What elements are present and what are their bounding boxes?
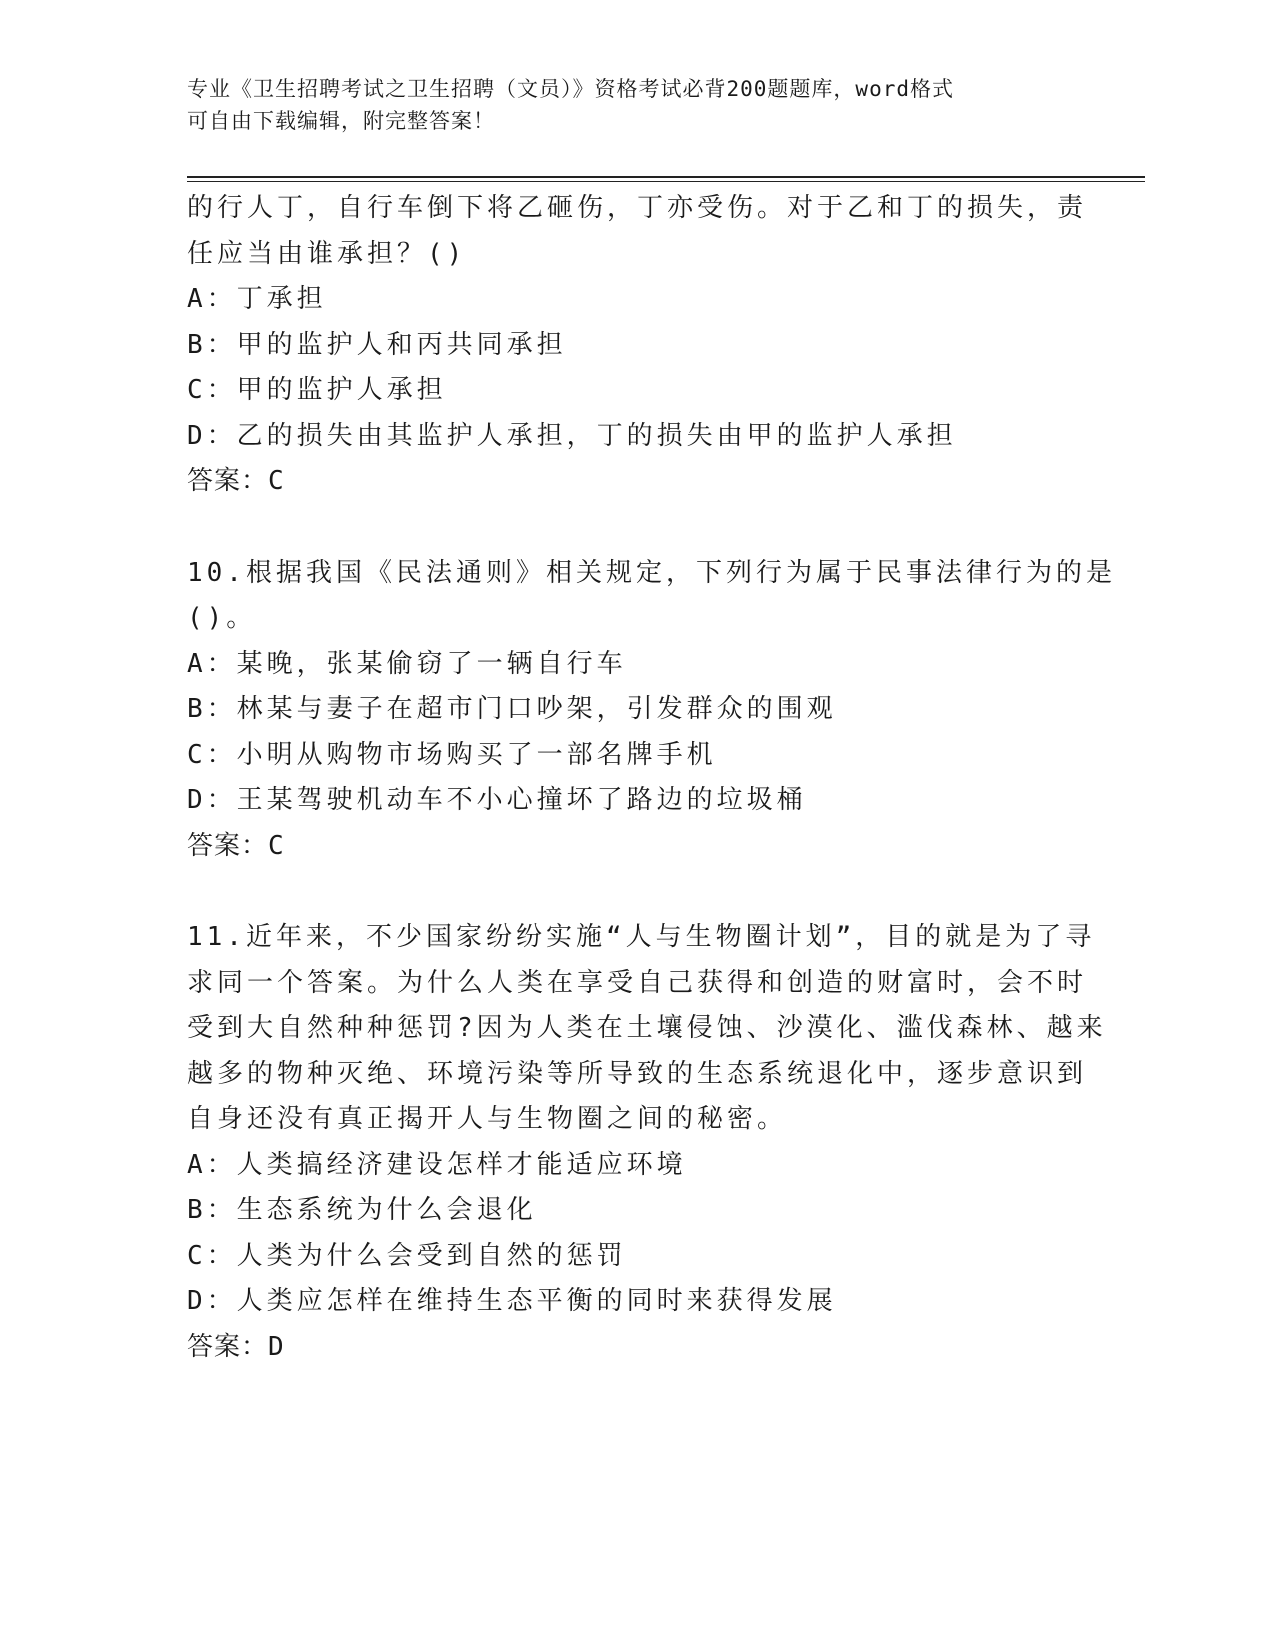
question-stem-line: 越多的物种灭绝、环境污染等所导致的生态系统退化中，逐步意识到 bbox=[187, 1058, 1088, 1089]
header-title-line-1: 专业《卫生招聘考试之卫生招聘（文员）》资格考试必背200题题库，word格式 bbox=[187, 77, 954, 101]
document-header bbox=[187, 73, 1067, 137]
answer-line bbox=[187, 824, 1087, 870]
option-a: A：丁承担 bbox=[187, 284, 327, 314]
question-9 bbox=[187, 186, 1087, 505]
option-d: D：王某驾驶机动车不小心撞坏了路边的垃圾桶 bbox=[187, 785, 807, 815]
question-stem-line: 受到大自然种种惩罚?因为人类在土壤侵蚀、沙漠化、滥伐森林、越来 bbox=[187, 1013, 1107, 1043]
option-b: B：生态系统为什么会退化 bbox=[187, 1195, 537, 1225]
answer-label: 答案： bbox=[187, 830, 269, 861]
option-d: D：人类应怎样在维持生态平衡的同时来获得发展 bbox=[187, 1286, 837, 1316]
question-stem-line: 任应当由谁承担？() bbox=[187, 238, 467, 269]
option-a: A：人类搞经济建设怎样才能适应环境 bbox=[187, 1149, 687, 1180]
question-stem-line: ()。 bbox=[187, 603, 257, 633]
header-divider-thin bbox=[187, 181, 1145, 182]
spacer bbox=[187, 869, 1087, 915]
spacer bbox=[187, 505, 1087, 551]
option-a: A：某晚，张某偷窃了一辆自行车 bbox=[187, 648, 627, 679]
question-list bbox=[187, 186, 1116, 1370]
question-stem-line: 10.根据我国《民法通则》相关规定，下列行为属于民事法律行为的是 bbox=[187, 557, 1116, 588]
question-stem-line: 自身还没有真正揭开人与生物圈之间的秘密。 bbox=[187, 1104, 788, 1134]
header-title-line-2: 可自由下载编辑，附完整答案！ bbox=[187, 109, 495, 133]
answer-value: C bbox=[268, 466, 285, 496]
question-stem-line: 的行人丁，自行车倒下将乙砸伤，丁亦受伤。对于乙和丁的损失，责 bbox=[187, 193, 1088, 223]
question-10 bbox=[187, 551, 1116, 870]
answer-value: D bbox=[268, 1331, 285, 1362]
answer-value: C bbox=[268, 830, 285, 861]
option-b: B：林某与妻子在超市门口吵架，引发群众的围观 bbox=[187, 694, 837, 724]
option-d: D：乙的损失由其监护人承担，丁的损失由甲的监护人承担 bbox=[187, 420, 957, 451]
question-stem-line: 11.近年来，不少国家纷纷实施“人与生物圈计划”，目的就是为了寻 bbox=[187, 922, 1096, 952]
question-11 bbox=[187, 915, 1107, 1370]
option-b: B：甲的监护人和丙共同承担 bbox=[187, 329, 567, 360]
option-c: C：小明从购物市场购买了一部名牌手机 bbox=[187, 739, 717, 770]
answer-line bbox=[187, 459, 1087, 505]
option-c: C：甲的监护人承担 bbox=[187, 375, 447, 405]
option-c: C：人类为什么会受到自然的惩罚 bbox=[187, 1240, 627, 1271]
answer-label: 答案： bbox=[187, 1331, 269, 1362]
answer-label: 答案： bbox=[187, 466, 269, 496]
answer-line bbox=[187, 1325, 1087, 1371]
question-stem-line: 求同一个答案。为什么人类在享受自己获得和创造的财富时，会不时 bbox=[187, 967, 1088, 998]
header-divider-thick bbox=[187, 176, 1145, 178]
